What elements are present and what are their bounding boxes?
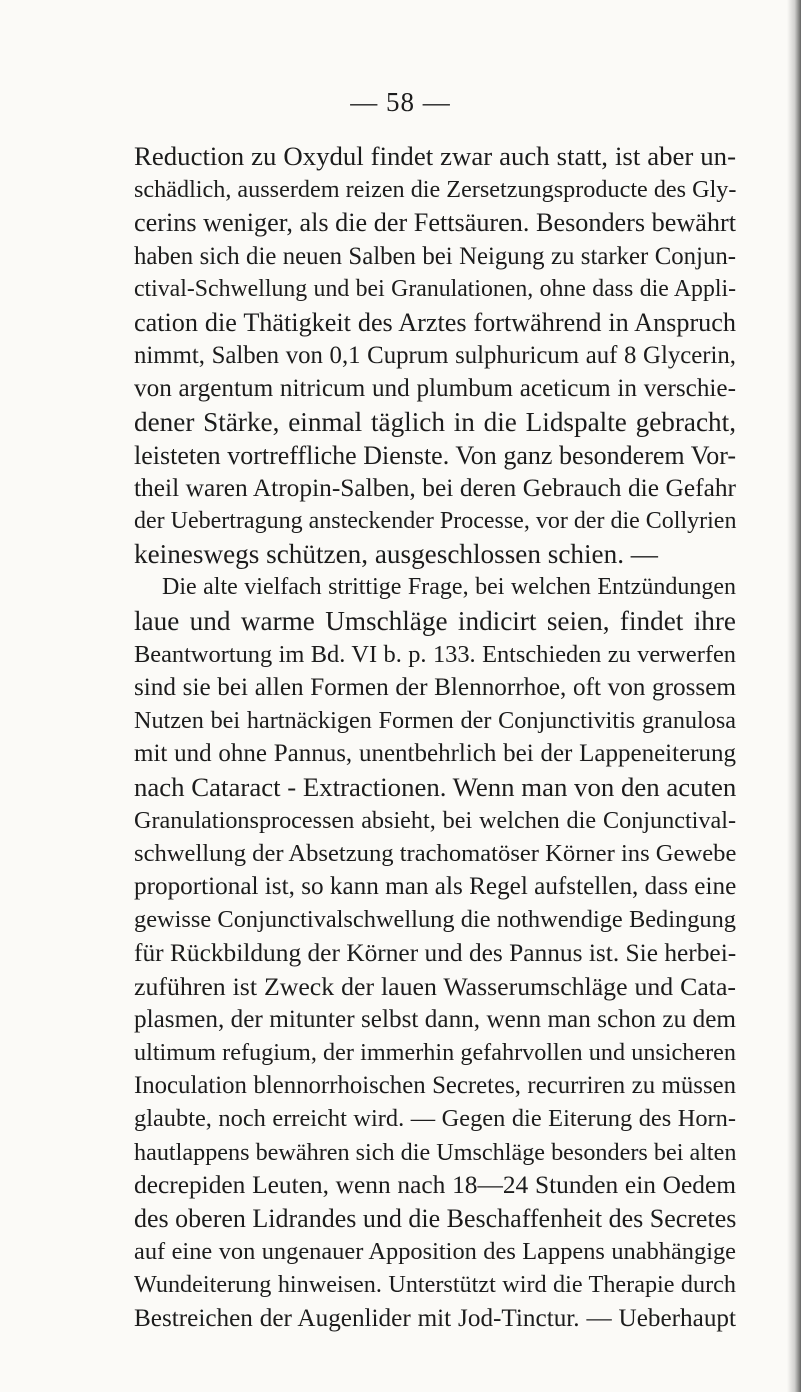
text-line: schädlich, ausserdem reizen die Zersetzungsproducte des Gly- — [134, 176, 737, 204]
text-line: für Rückbildung der Körner und des Pannus ist. Sie herbei- — [134, 938, 737, 967]
text-line: Inoculation blennorrhoischen Secretes, recurriren zu müssen — [134, 1072, 736, 1100]
text-line: hautlappens bewähren sich die Umschläge besonders bei alten — [134, 1138, 737, 1166]
text-line: Granulationsprocessen absieht, bei welchen die Conjunctival- — [134, 806, 736, 834]
text-line: Nutzen bei hartnäckigen Formen der Conjunctivitis granulosa — [134, 707, 736, 735]
text-line: auf eine von ungenauer Apposition des Lappens unabhängige — [134, 1238, 736, 1266]
text-line: glaubte, noch erreicht wird. — Gegen die Eiterung des Horn- — [134, 1105, 736, 1133]
page-edge-shadow — [787, 0, 801, 1392]
text-line: leisteten vortreffliche Dienste. Von ganz besonderem Vor- — [134, 440, 736, 470]
text-line: proportional ist, so kann man als Regel aufstellen, dass eine — [134, 873, 737, 901]
text-line: des oberen Lidrandes und die Beschaffenheit des Secretes — [134, 1204, 737, 1233]
text-line: mit und ohne Pannus, unentbehrlich bei der Lappeneiterung — [134, 740, 736, 768]
text-line: haben sich die neuen Salben bei Neigung zu starker Conjun- — [134, 242, 736, 270]
text-line: laue und warme Umschläge indicirt seien, findet ihre — [134, 605, 736, 636]
text-line: theil waren Atropin-Salben, bei deren Gebrauch die Gefahr — [134, 473, 736, 502]
text-line: zuführen ist Zweck der lauen Wasserumschläge und Cata- — [134, 971, 736, 1001]
text-line: keineswegs schützen, ausgeschlossen schien. — — [134, 539, 658, 570]
text-line: schwellung der Absetzung trachomatöser Körner ins Gewebe — [134, 839, 737, 867]
text-line: Wundeiterung hinweisen. Unterstützt wird die Therapie durch — [134, 1271, 736, 1299]
text-line: Die alte vielfach strittige Frage, bei welchen Entzündungen — [162, 574, 736, 601]
text-line: ultimum refugium, der immerhin gefahrvollen und unsicheren — [134, 1039, 736, 1067]
text-line: cation die Thätigkeit des Arztes fortwährend in Anspruch — [134, 307, 736, 337]
text-line: Bestreichen der Augenlider mit Jod-Tinctur. — Ueberhaupt — [134, 1304, 736, 1332]
text-line: nach Cataract - Extractionen. Wenn man von den acuten — [134, 771, 737, 802]
text-line: dener Stärke, einmal täglich in die Lidspalte gebracht, — [134, 406, 736, 437]
text-line: Reduction zu Oxydul findet zwar auch statt, ist aber un- — [134, 141, 736, 171]
text-line: von argentum nitricum und plumbum aceticum in verschie- — [134, 375, 736, 403]
text-line: sind sie bei allen Formen der Blennorrhoe, oft von grossem — [134, 674, 736, 701]
text-line: plasmen, der mitunter selbst dann, wenn man schon zu dem — [134, 1005, 736, 1033]
text-line: gewisse Conjunctivalschwellung die nothwendige Bedingung — [134, 906, 736, 934]
text-line: der Uebertragung ansteckender Processe, vor der die Collyrien — [134, 508, 737, 535]
text-line: decrepiden Leuten, wenn nach 18—24 Stunden ein Oedem — [134, 1170, 736, 1199]
body-text — [134, 140, 736, 1335]
text-line: Beantwortung im Bd. VI b. p. 133. Entschieden zu verwerfen — [134, 640, 736, 668]
text-line: cerins weniger, als die der Fettsäuren. Besonders bewährt — [134, 208, 736, 238]
page-number: — 58 — — [350, 87, 451, 117]
text-line: ctival-Schwellung und bei Granulationen, ohne dass die Appli- — [134, 275, 736, 302]
text-line: nimmt, Salben von 0,1 Cuprum sulphuricum auf 8 Glycerin, — [134, 342, 736, 370]
